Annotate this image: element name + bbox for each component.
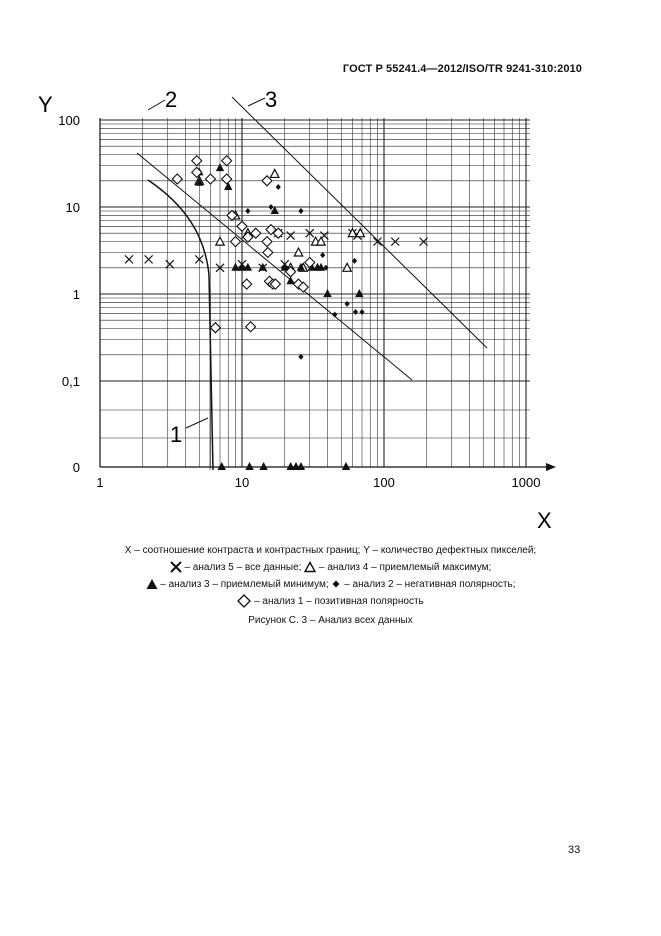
curve-label-1: 1	[170, 422, 183, 447]
legend-row-2	[0, 559, 661, 576]
diamond-open-icon	[237, 594, 251, 608]
legend-axes-description: X – соотношение контраста и контрастных границ; Y – количество дефектных пикселей;	[124, 545, 537, 556]
curve-label-2: 2	[165, 87, 178, 112]
diamond-small-icon	[331, 579, 341, 589]
triangle-filled-icon	[146, 578, 158, 590]
y-axis-label: Y	[38, 92, 53, 117]
point-analysis-5	[287, 232, 295, 240]
point-analysis-1	[262, 237, 272, 247]
legend-analysis-4: – анализ 4 – приемлемый максимум;	[319, 562, 492, 573]
point-analysis-3	[216, 163, 224, 171]
point-analysis-2	[320, 252, 325, 258]
point-analysis-4	[216, 237, 224, 245]
document-header: ГОСТ Р 55241.4—2012/ISO/TR 9241-310:2010	[342, 63, 582, 75]
point-analysis-2	[332, 312, 337, 318]
x-tick-label: 100	[373, 475, 395, 490]
x-tick-label: 1	[96, 475, 104, 490]
point-analysis-3	[342, 462, 350, 470]
legend-analysis-3: – анализ 3 – приемлемый минимум;	[160, 579, 329, 590]
y-tick-label: 0	[72, 460, 80, 475]
x-tick-label: 1000	[511, 475, 541, 490]
y-tick-label: 1	[72, 287, 80, 302]
point-analysis-5	[145, 255, 153, 263]
point-analysis-2	[268, 204, 273, 210]
point-analysis-1	[205, 174, 215, 184]
curves	[137, 97, 487, 470]
curve-2	[137, 153, 412, 380]
y-tick-label: 100	[58, 113, 80, 128]
point-analysis-5	[166, 260, 174, 268]
point-analysis-1	[192, 167, 202, 177]
y-tick-label: 10	[65, 200, 80, 215]
point-analysis-1	[222, 174, 232, 184]
legend-row-4	[0, 593, 661, 610]
point-analysis-1	[222, 156, 232, 166]
curve-label-3: 3	[265, 87, 278, 112]
figure-caption: Рисунок С. 3 – Анализ всех данных	[248, 615, 413, 626]
triangle-open-icon	[304, 561, 316, 573]
legend-analysis-5: – анализ 5 – все данные;	[184, 562, 302, 573]
point-analysis-4	[343, 263, 351, 271]
point-analysis-3	[218, 462, 226, 470]
x-mark-icon	[170, 561, 182, 573]
point-analysis-1	[210, 323, 220, 333]
page-number: 33	[568, 844, 581, 856]
point-analysis-1	[246, 322, 256, 332]
point-analysis-1	[172, 174, 182, 184]
point-analysis-3	[259, 263, 267, 271]
point-analysis-1	[242, 279, 252, 289]
point-analysis-4	[271, 169, 279, 177]
point-analysis-3	[245, 462, 253, 470]
curve-3-leader	[248, 98, 265, 106]
point-analysis-2	[353, 309, 358, 315]
point-analysis-2	[345, 301, 350, 307]
curve-1-leader	[186, 418, 208, 428]
point-analysis-2	[359, 309, 364, 315]
point-analysis-1	[192, 156, 202, 166]
point-analysis-1	[231, 237, 241, 247]
y-tick-label: 0,1	[61, 374, 80, 389]
point-analysis-3	[259, 462, 267, 470]
point-analysis-2	[298, 208, 303, 214]
point-analysis-2	[276, 184, 281, 190]
legend-analysis-2: – анализ 2 – негативная полярность;	[344, 579, 516, 590]
point-analysis-2	[245, 208, 250, 214]
curve-3	[232, 97, 487, 348]
legend	[0, 542, 661, 610]
point-analysis-3	[323, 289, 331, 297]
x-tick-label: 10	[234, 475, 250, 490]
point-analysis-4	[356, 229, 364, 237]
chart-grid	[100, 118, 530, 467]
point-analysis-1	[237, 221, 247, 231]
x-axis-arrow	[546, 463, 556, 471]
point-analysis-5	[125, 255, 133, 263]
legend-analysis-1: – анализ 1 – позитивная полярность	[254, 596, 424, 607]
x-axis-label: X	[537, 508, 552, 533]
point-analysis-4	[294, 248, 302, 256]
curve-2-leader	[148, 100, 165, 110]
legend-row-3	[0, 576, 661, 593]
point-analysis-1	[263, 247, 273, 257]
